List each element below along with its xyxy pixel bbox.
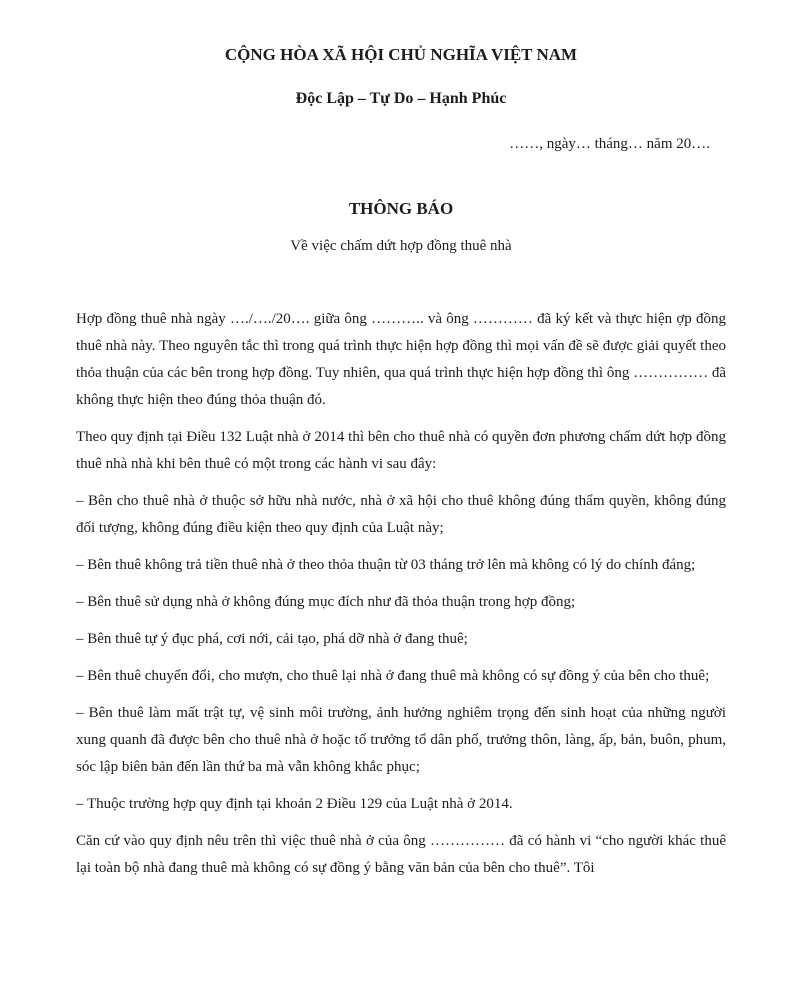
- paragraph: Hợp đồng thuê nhà ngày …./…./20…. giữa ông ……….. và ông ………… đã ký kết và thực hiện ợp đồng thuê nhà này. Theo nguyên tắc thì trong quá trình thực hiện hợp đồng thì mọi vấn đề sẽ được giải quyết theo thỏa thuận của các bên trong hợp đồng. Tuy nhiên, qua quá trình thực hiện hợp đồng thì ông …………… đã không thực hiện theo đúng thỏa thuận đó.: [76, 311, 726, 408]
- document-subtitle: Về việc chấm dứt hợp đồng thuê nhà: [290, 238, 512, 254]
- paragraph: – Bên thuê tự ý đục phá, cơi nới, cải tạo, phá dỡ nhà ở đang thuê;: [76, 631, 468, 647]
- document-header: [76, 44, 726, 154]
- paragraph: – Bên thuê chuyển đổi, cho mượn, cho thuê lại nhà ở đang thuê mà không có sự đồng ý của bên cho thuê;: [76, 668, 710, 684]
- paragraph: – Bên thuê sử dụng nhà ở không đúng mục đích như đã thỏa thuận trong hợp đồng;: [76, 594, 576, 610]
- date-placeholder-line: ……, ngày… tháng… năm 20….: [509, 136, 710, 152]
- national-title: CỘNG HÒA XÃ HỘI CHỦ NGHĨA VIỆT NAM: [224, 45, 578, 64]
- document-title: THÔNG BÁO: [348, 199, 454, 218]
- paragraph: – Bên thuê không trả tiền thuê nhà ở theo thỏa thuận từ 03 tháng trở lên mà không có lý do chính đáng;: [76, 557, 696, 573]
- title-block: [76, 198, 726, 256]
- paragraph: – Thuộc trường hợp quy định tại khoản 2 Điều 129 của Luật nhà ở 2014.: [76, 796, 513, 812]
- paragraph: – Bên cho thuê nhà ở thuộc sở hữu nhà nước, nhà ở xã hội cho thuê không đúng thẩm quyền, không đúng đối tượng, không đúng điều kiện theo quy định của Luật này;: [76, 493, 726, 536]
- paragraph: Căn cứ vào quy định nêu trên thì việc thuê nhà ở của ông …………… đã có hành vi “cho người khác thuê lại toàn bộ nhà đang thuê mà không có sự đồng ý bằng văn bản của bên cho thuê”. Tôi: [76, 833, 726, 876]
- paragraph: – Bên thuê làm mất trật tự, vệ sinh môi trường, ảnh hưởng nghiêm trọng đến sinh hoạt của những người xung quanh đã được bên cho thuê nhà ở hoặc tổ trưởng tổ dân phố, trưởng thôn, làng, ấp, bản, buôn, phum, sóc lập biên bản đến lần thứ ba mà vẫn không khắc phục;: [76, 705, 726, 775]
- document-body: [76, 306, 726, 882]
- paragraph: Theo quy định tại Điều 132 Luật nhà ở 2014 thì bên cho thuê nhà có quyền đơn phương chấm dứt hợp đồng thuê nhà nhà khi bên thuê có một trong các hành vi sau đây:: [76, 429, 726, 472]
- motto-line: Độc Lập – Tự Do – Hạnh Phúc: [295, 90, 507, 107]
